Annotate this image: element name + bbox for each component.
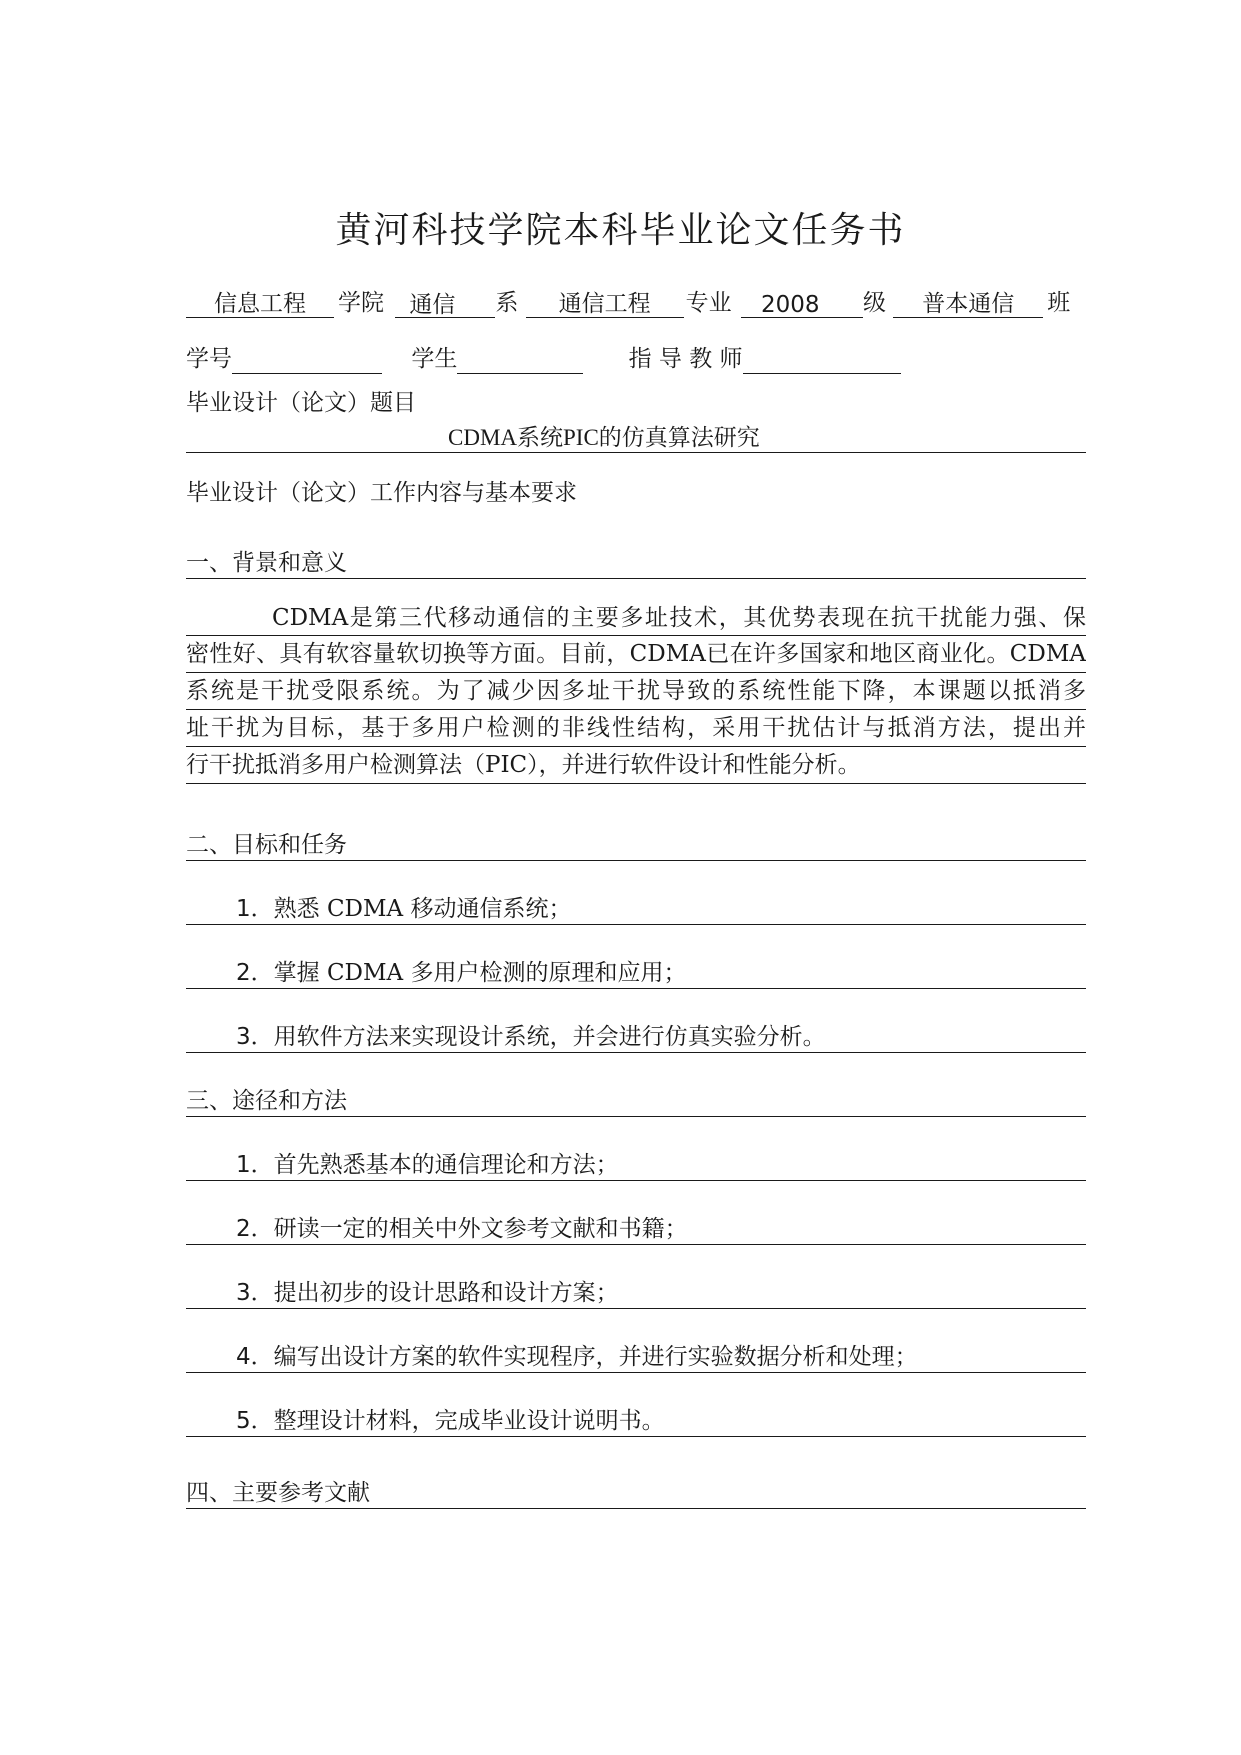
item-number: 4． (236, 1344, 274, 1370)
section3-item (186, 1278, 1086, 1309)
item-number: 1． (236, 896, 274, 922)
item-text: 研读一定的相关中外文参考文献和书籍； (273, 1216, 688, 1242)
item-number: 2． (236, 1216, 274, 1242)
topic-value: CDMA系统PIC的仿真算法研究 (186, 423, 1086, 453)
item-number: 5． (236, 1408, 274, 1434)
dept-value: 通信 (395, 290, 495, 318)
document-title: 黄河科技学院本科毕业论文任务书 (335, 210, 906, 251)
section3-heading: 三、途径和方法 (186, 1086, 1086, 1117)
item-text: 首先熟悉基本的通信理论和方法； (273, 1152, 619, 1178)
dept-label: 系 (495, 290, 519, 316)
item-number: 3． (236, 1280, 274, 1306)
section2-item (186, 894, 1086, 925)
section2-item (186, 958, 1086, 989)
major-value: 通信工程 (526, 289, 684, 318)
student-label: 学生 (411, 346, 458, 372)
item-text: 整理设计材料，完成毕业设计说明书。 (273, 1408, 665, 1434)
item-text: 提出初步的设计思路和设计方案； (273, 1280, 619, 1306)
section3-item (186, 1214, 1086, 1245)
item-number: 1． (236, 1152, 274, 1178)
item-number: 2． (236, 960, 274, 986)
college-label: 学院 (338, 290, 384, 316)
item-text: 用软件方法来实现设计系统，并会进行仿真实验分析。 (273, 1024, 826, 1050)
section3-item (186, 1406, 1086, 1437)
item-text: 掌握 CDMA 多用户检测的原理和应用； (273, 960, 687, 986)
grade-value: 2008 (741, 290, 863, 318)
topic-heading: 毕业设计（论文）题目 (186, 390, 416, 416)
section1-paragraph (186, 600, 1086, 784)
section2-heading: 二、目标和任务 (186, 830, 1086, 861)
section3-item (186, 1150, 1086, 1181)
id-row (186, 344, 901, 374)
advisor-label: 指 导 教 师 (628, 346, 743, 372)
advisor-field (743, 345, 901, 374)
student-id-field (232, 345, 382, 374)
student-name-field (457, 345, 583, 374)
class-value: 普本通信 (893, 289, 1043, 318)
content-heading: 毕业设计（论文）工作内容与基本要求 (186, 480, 577, 506)
info-row (186, 288, 1070, 318)
college-value: 信息工程 (186, 289, 334, 318)
item-text: 编写出设计方案的软件实现程序，并进行实验数据分析和处理； (273, 1344, 918, 1370)
grade-label: 级 (862, 290, 886, 316)
section3-item (186, 1342, 1086, 1373)
section2-item (186, 1022, 1086, 1053)
item-text: 熟悉 CDMA 移动通信系统； (273, 896, 572, 922)
paragraph-line: 行干扰抵消多用户检测算法（PIC），并进行软件设计和性能分析。 (186, 747, 1086, 784)
paragraph-line: 密性好、具有软容量软切换等方面。目前，CDMA已在许多国家和地区商业化。CDMA (186, 636, 1086, 673)
section1-heading: 一、背景和意义 (186, 548, 1086, 579)
class-label: 班 (1047, 290, 1071, 316)
paragraph-line: 系统是干扰受限系统。为了减少因多址干扰导致的系统性能下降，本课题以抵消多 (186, 673, 1086, 710)
paragraph-line: 址干扰为目标，基于多用户检测的非线性结构，采用干扰估计与抵消方法，提出并 (186, 710, 1086, 747)
paragraph-line: CDMA是第三代移动通信的主要多址技术，其优势表现在抗干扰能力强、保 (186, 600, 1086, 636)
student-id-label: 学号 (186, 346, 232, 372)
major-label: 专业 (685, 290, 732, 316)
section4-heading: 四、主要参考文献 (186, 1478, 1086, 1509)
item-number: 3． (236, 1024, 274, 1050)
